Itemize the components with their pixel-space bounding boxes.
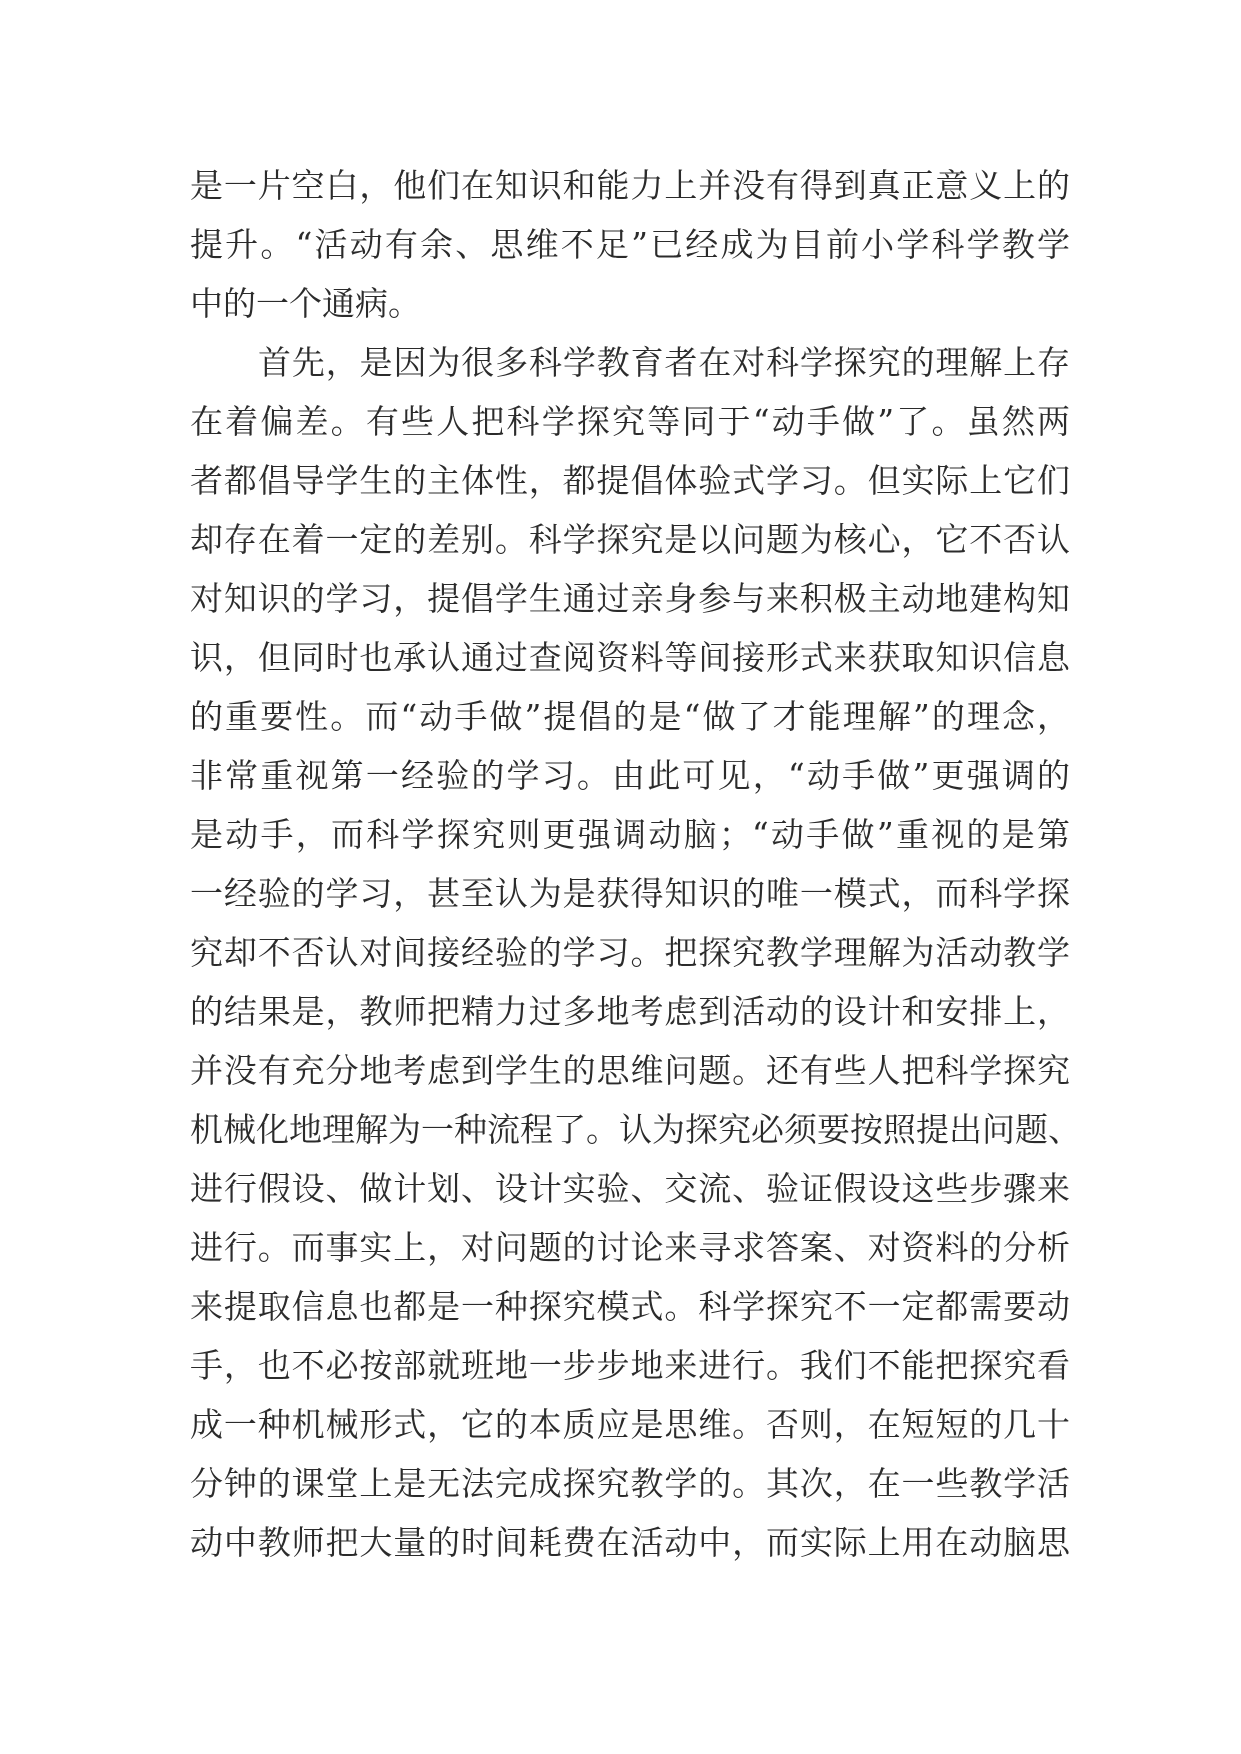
text-line: 识，但同时也承认通过查阅资料等间接形式来获取知识信息 (190, 638, 1070, 677)
text-line: 是一片空白，他们在知识和能力上并没有得到真正意义上的 (190, 166, 1070, 205)
paragraph-first-line: 首先，是因为很多科学教育者在对科学探究的理解上存 (258, 343, 1070, 382)
text-line: 分钟的课堂上是无法完成探究教学的。其次，在一些教学活 (190, 1464, 1070, 1503)
text-line: 是动手，而科学探究则更强调动脑；“动手做”重视的是第 (190, 815, 1070, 854)
text-line: 者都倡导学生的主体性，都提倡体验式学习。但实际上它们 (190, 461, 1070, 500)
text-line: 动中教师把大量的时间耗费在活动中，而实际上用在动脑思 (190, 1523, 1070, 1562)
text-line: 对知识的学习，提倡学生通过亲身参与来积极主动地建构知 (190, 579, 1070, 618)
text-line: 机械化地理解为一种流程了。认为探究必须要按照提出问题、 (190, 1110, 1081, 1149)
text-line: 手，也不必按部就班地一步步地来进行。我们不能把探究看 (190, 1346, 1070, 1385)
text-line: 一经验的学习，甚至认为是获得知识的唯一模式，而科学探 (190, 874, 1070, 913)
text-line: 的结果是，教师把精力过多地考虑到活动的设计和安排上， (190, 992, 1070, 1031)
text-line: 究却不否认对间接经验的学习。把探究教学理解为活动教学 (190, 933, 1070, 972)
text-line: 来提取信息也都是一种探究模式。科学探究不一定都需要动 (190, 1287, 1070, 1326)
text-line: 成一种机械形式，它的本质应是思维。否则，在短短的几十 (190, 1405, 1070, 1444)
text-line: 并没有充分地考虑到学生的思维问题。还有些人把科学探究 (190, 1051, 1070, 1090)
body-text (190, 156, 1081, 1572)
text-line: 的重要性。而“动手做”提倡的是“做了才能理解”的理念， (190, 697, 1070, 736)
text-line: 非常重视第一经验的学习。由此可见，“动手做”更强调的 (190, 756, 1070, 795)
text-line: 却存在着一定的差别。科学探究是以问题为核心，它不否认 (190, 520, 1070, 559)
text-line: 中的一个通病。 (190, 284, 421, 323)
text-line: 进行假设、做计划、设计实验、交流、验证假设这些步骤来 (190, 1169, 1070, 1208)
text-line: 进行。而事实上，对问题的讨论来寻求答案、对资料的分析 (190, 1228, 1070, 1267)
text-line: 在着偏差。有些人把科学探究等同于“动手做”了。虽然两 (190, 402, 1070, 441)
text-line: 提升。“活动有余、思维不足”已经成为目前小学科学教学 (190, 225, 1070, 264)
